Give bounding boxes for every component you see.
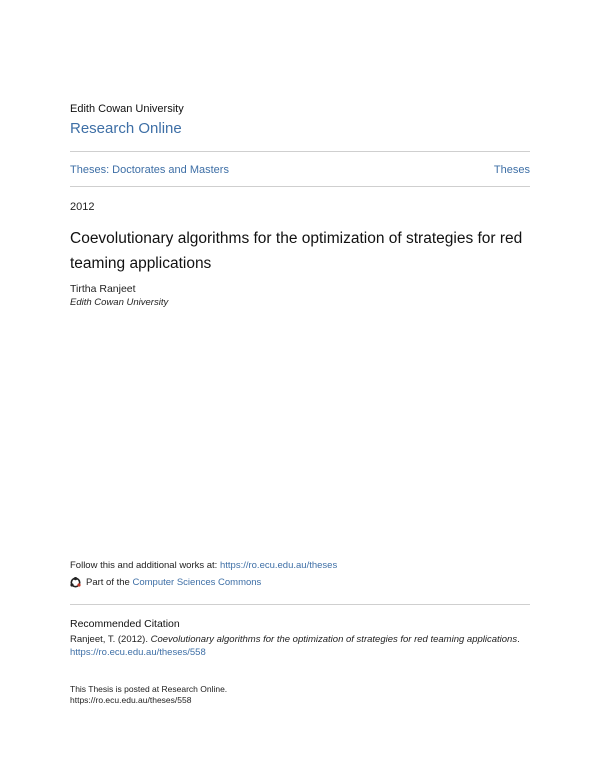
posted-notice [70, 684, 227, 706]
breadcrumb-theses-link[interactable]: Theses [493, 164, 530, 176]
part-of-prefix: Part of the [86, 577, 130, 588]
follow-line [70, 560, 337, 571]
author-affiliation: Edith Cowan University [70, 297, 169, 308]
part-of-line [70, 577, 261, 588]
posted-line-2: https://ro.ecu.edu.au/theses/558 [70, 695, 192, 705]
repository-link[interactable]: Research Online [70, 120, 182, 137]
citation-url-link[interactable]: https://ro.ecu.edu.au/theses/558 [70, 647, 206, 658]
divider-breadcrumb [70, 186, 530, 187]
publication-year: 2012 [70, 201, 95, 213]
author-name: Tirtha Ranjeet [70, 283, 136, 295]
follow-text: Follow this and additional works at: [70, 560, 220, 571]
posted-line-1: This Thesis is posted at Research Online. [70, 684, 228, 694]
network-icon [70, 577, 81, 588]
thesis-title: Coevolutionary algorithms for the optimization of strategies for red teaming applications [70, 230, 523, 272]
citation-heading: Recommended Citation [70, 618, 180, 630]
divider-top [70, 151, 530, 152]
citation-text [70, 633, 530, 659]
citation-title: Coevolutionary algorithms for the optimization of strategies for red teaming applications [150, 634, 518, 645]
citation-prefix: Ranjeet, T. (2012). [70, 634, 151, 645]
follow-url-link[interactable]: https://ro.ecu.edu.au/theses [219, 560, 338, 571]
breadcrumb-collection-link[interactable]: Theses: Doctorates and Masters [70, 164, 229, 176]
citation-suffix: . [517, 634, 520, 645]
institution-name: Edith Cowan University [70, 103, 184, 115]
divider-citation [70, 604, 530, 605]
computer-sciences-commons-link[interactable]: Computer Sciences Commons [132, 577, 262, 588]
